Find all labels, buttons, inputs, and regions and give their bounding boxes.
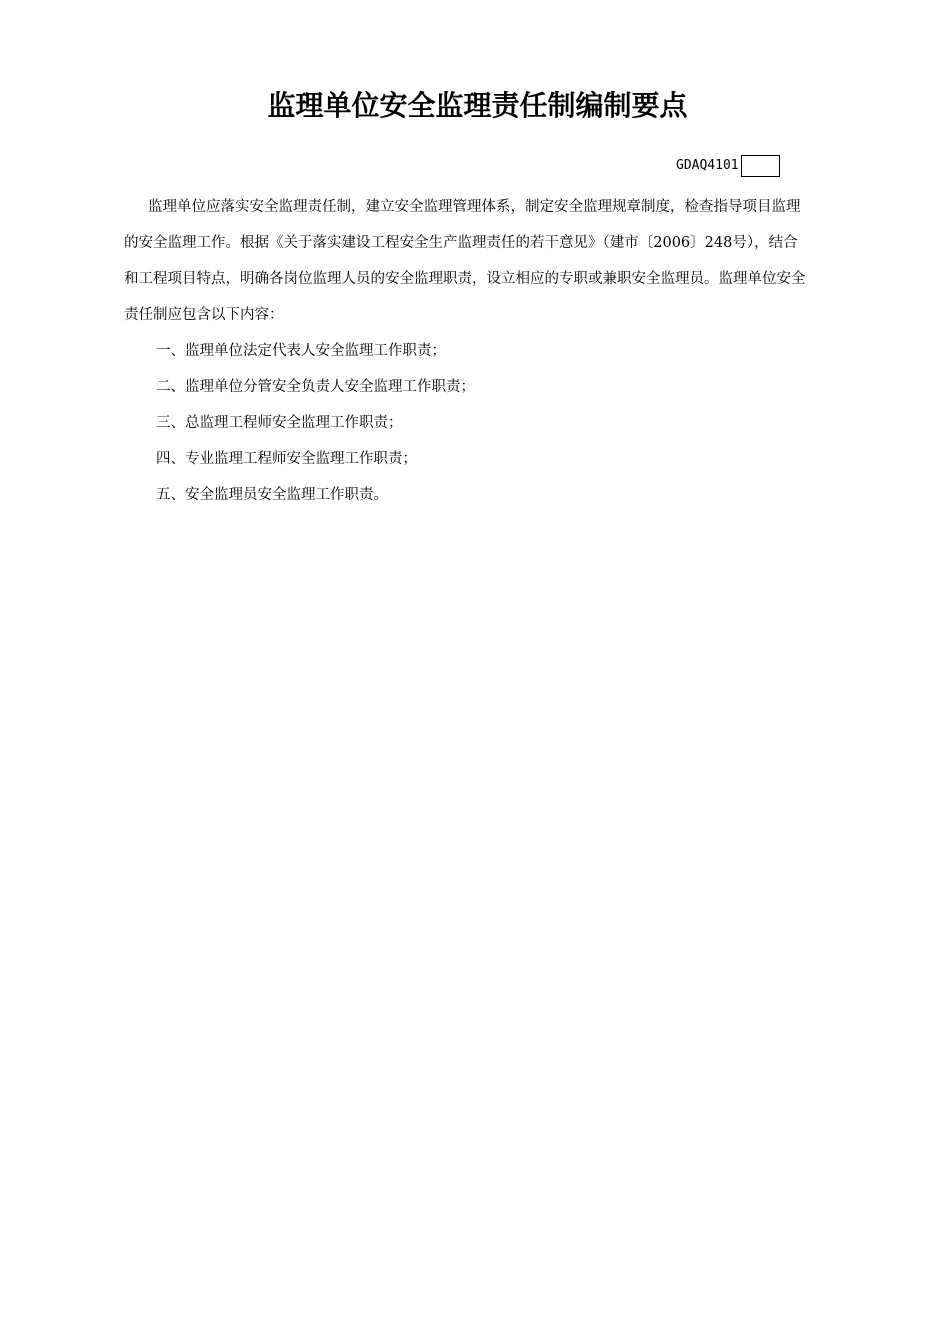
list-item: 三、总监理工程师安全监理工作职责； [156,415,403,431]
list-item: 五、安全监理员安全监理工作职责。 [156,487,388,503]
paragraph-line: 监理单位应落实安全监理责任制，建立安全监理管理体系，制定安全监理规章制度，检查指导项目监理 [148,199,801,215]
code-suffix-box [741,155,780,177]
requirements-list [156,333,856,513]
paragraph-line: 的安全监理工作。根据《关于落实建设工程安全生产监理责任的若干意见》（建市〔2006〕248号），结合 [124,235,798,251]
list-item: 一、监理单位法定代表人安全监理工作职责； [156,343,446,359]
paragraph-line: 和工程项目特点，明确各岗位监理人员的安全监理职责，设立相应的专职或兼职安全监理员。监理单位安全 [124,271,806,287]
document-code: GDAQ4101 [676,158,739,173]
list-item: 四、专业监理工程师安全监理工作职责； [156,451,417,467]
paragraph-line: 责任制应包含以下内容： [124,307,284,323]
page-title: 监理单位安全监理责任制编制要点 [267,89,688,122]
document-code-row [676,153,780,179]
intro-paragraph [124,189,868,329]
list-item: 二、监理单位分管安全负责人安全监理工作职责； [156,379,475,395]
